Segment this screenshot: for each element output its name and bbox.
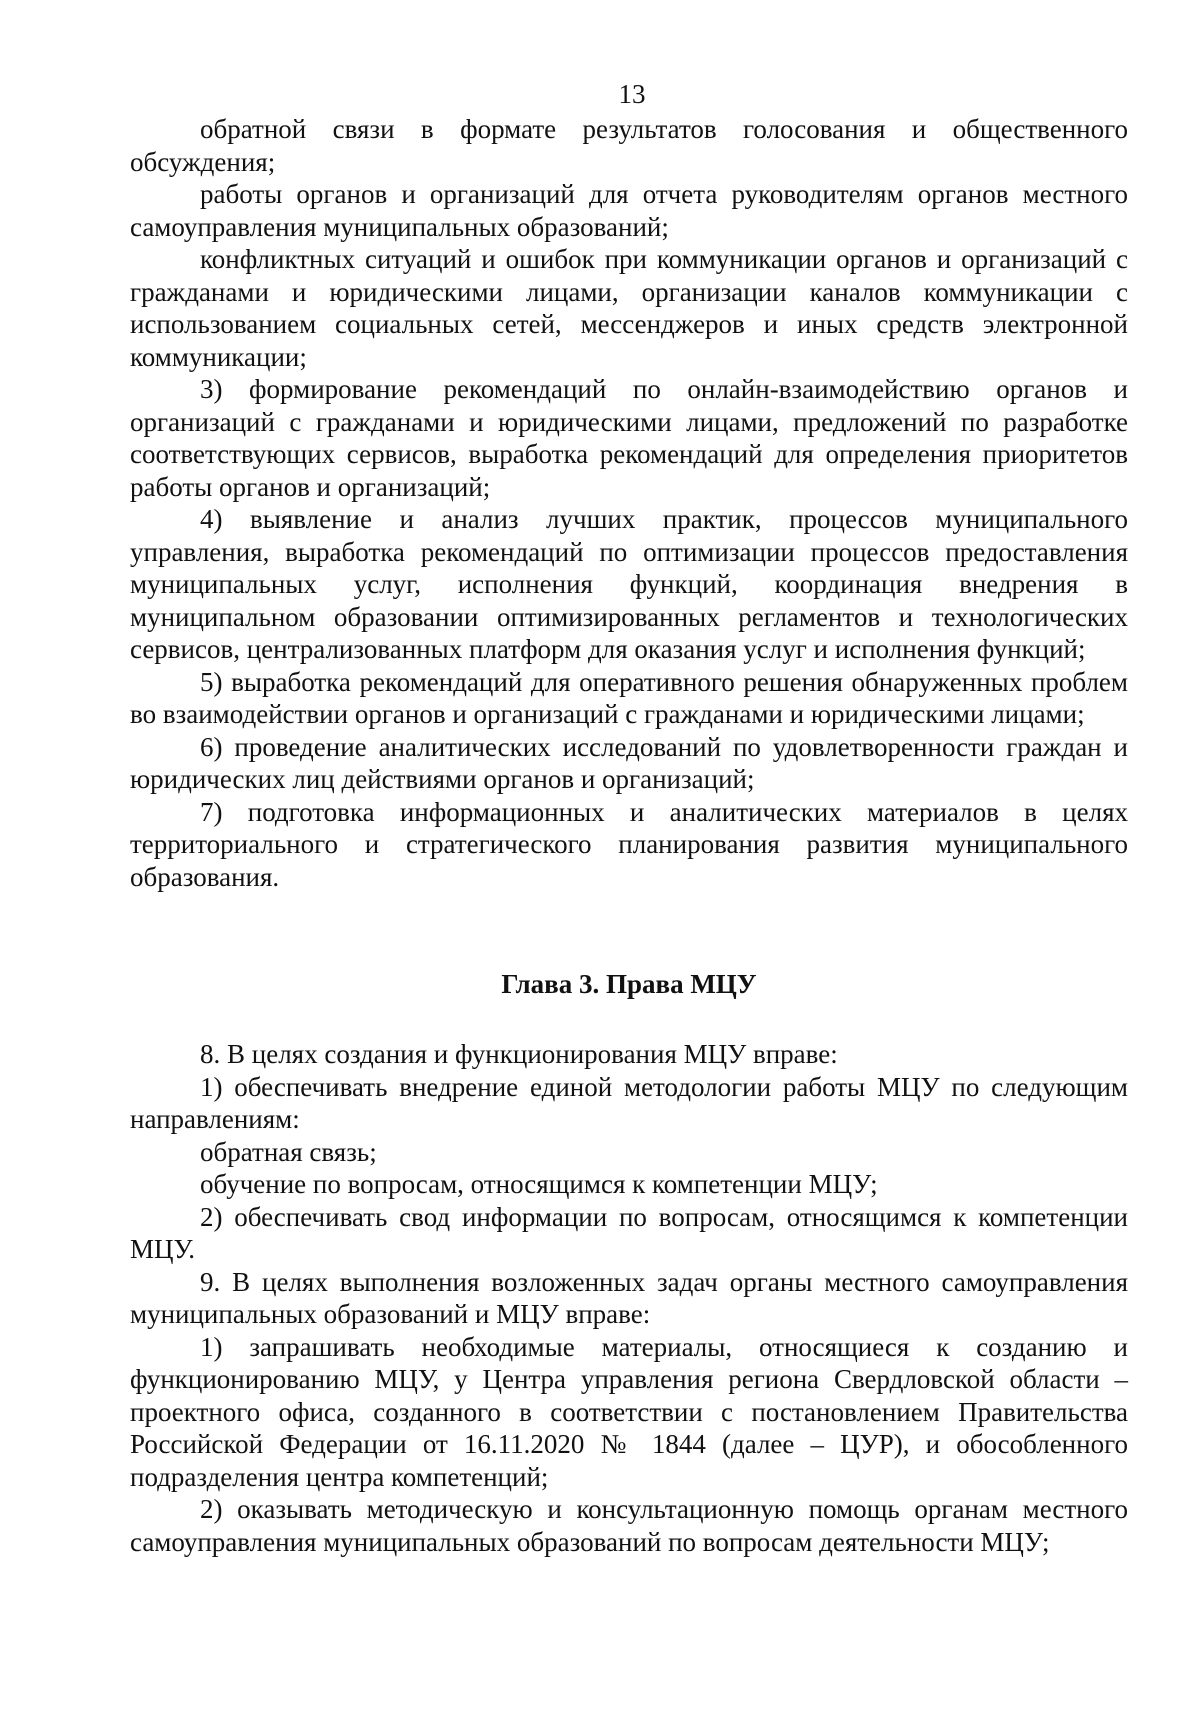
paragraph: 8. В целях создания и функционирования МЦУ вправе:	[200, 1039, 838, 1069]
paragraph: 9. В целях выполнения возложенных задач органы местного самоуправления муниципальных образований и МЦУ вправе:	[130, 1266, 1128, 1329]
paragraph: 1) запрашивать необходимые материалы, относящиеся к созданию и функционированию МЦУ, у Центра управления региона Свердловской области – проектного офиса, созданного в соответствии с постановлением Правительства Российской Федерации от 16.11.2020 № 1844 (далее – ЦУР), и обособленного подразделения центра компетенций;	[130, 1331, 1128, 1492]
chapter-title: Глава 3. Права МЦУ	[501, 969, 757, 999]
paragraph: обратной связи в формате результатов голосования и общественного обсуждения;	[130, 114, 1128, 177]
paragraph: 5) выработка рекомендаций для оперативного решения обнаруженных проблем во взаимодействии органов и организаций с гражданами и юридическими лицами;	[130, 666, 1128, 729]
paragraph: обратная связь;	[200, 1136, 377, 1167]
document-body-top	[130, 113, 1128, 893]
paragraph: 1) обеспечивать внедрение единой методологии работы МЦУ по следующим направлениям:	[130, 1071, 1128, 1134]
paragraph: 2) оказывать методическую и консультационную помощь органам местного самоуправления муниципальных образований по вопросам деятельности МЦУ;	[130, 1494, 1128, 1557]
paragraph: 4) выявление и анализ лучших практик, процессов муниципального управления, выработка рекомендаций по оптимизации процессов предоставления муниципальных услуг, исполнения функций, координация внедрения в муниципальном образовании оптимизированных регламентов и технологических сервисов, централизованных платформ для оказания услуг и исполнения функций;	[130, 504, 1128, 664]
paragraph: 3) формирование рекомендаций по онлайн-взаимодействию органов и организаций с гражданами и юридическими лицами, предложений по разработке соответствующих сервисов, выработка рекомендаций для определения приоритетов работы органов и организаций;	[130, 374, 1128, 502]
paragraph: 7) подготовка информационных и аналитических материалов в целях территориального и стратегического планирования развития муниципального образования.	[130, 796, 1128, 892]
paragraph: 2) обеспечивать свод информации по вопросам, относящимся к компетенции МЦУ.	[130, 1201, 1128, 1264]
document-body-bottom	[130, 1038, 1128, 1558]
paragraph: обучение по вопросам, относящимся к компетенции МЦУ;	[200, 1169, 878, 1199]
paragraph: работы органов и организаций для отчета руководителям органов местного самоуправления муниципальных образований;	[130, 179, 1128, 242]
page-number: 13	[618, 79, 646, 109]
paragraph: конфликтных ситуаций и ошибок при коммуникации органов и организаций с гражданами и юридическими лицами, организации каналов коммуникации с использованием социальных сетей, мессенджеров и иных средств электронной коммуникации;	[130, 244, 1128, 372]
paragraph: 6) проведение аналитических исследований по удовлетворенности граждан и юридических лиц действиями органов и организаций;	[130, 731, 1128, 794]
